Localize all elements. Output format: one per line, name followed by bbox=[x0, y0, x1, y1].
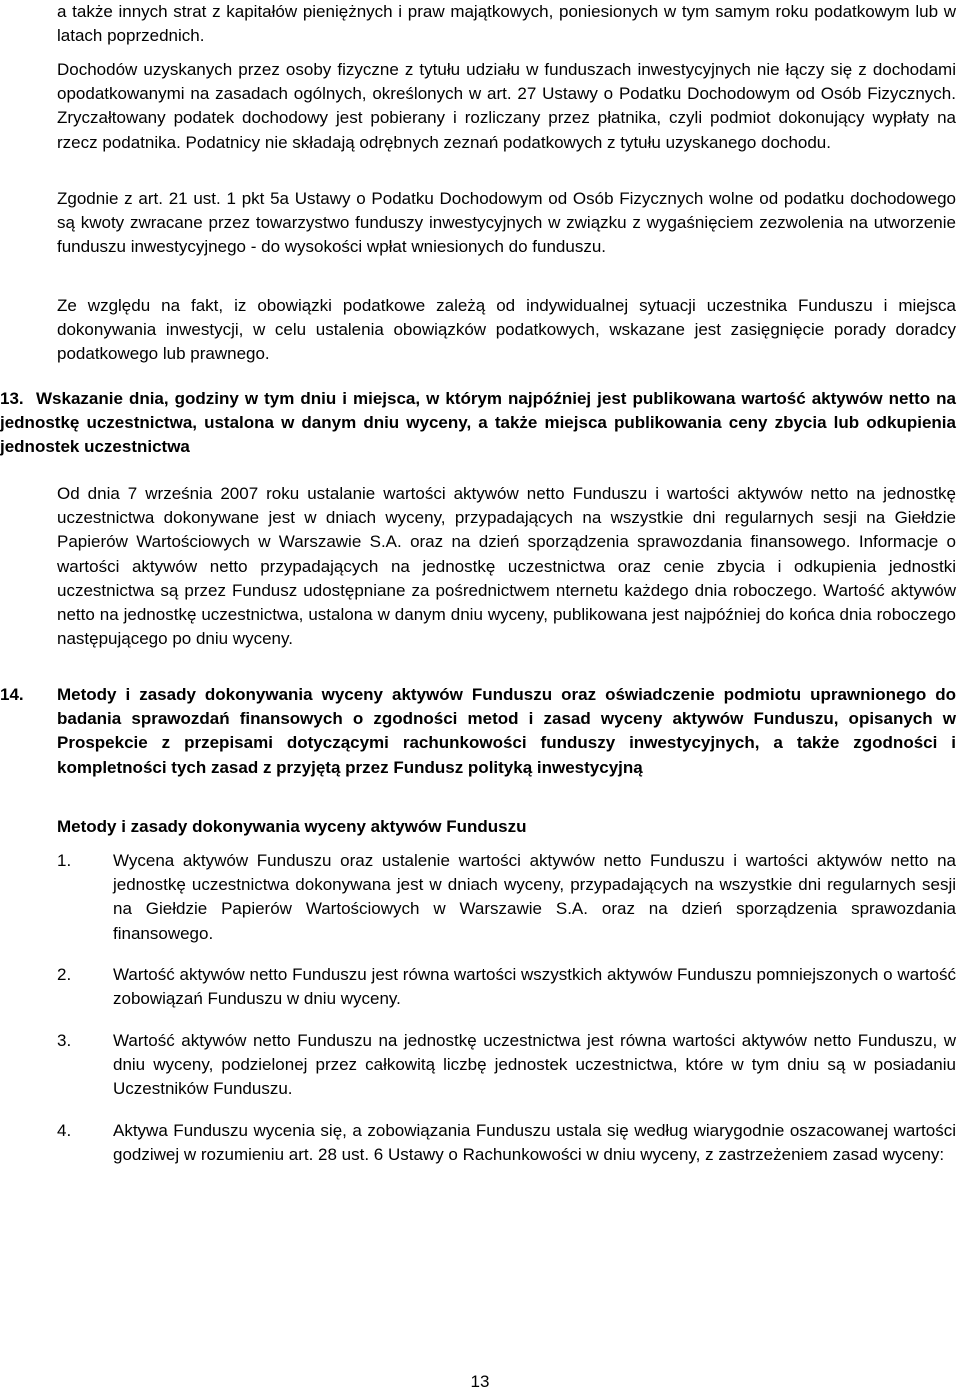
section-14-subheading: Metody i zasady dokonywania wyceny aktywów Funduszu bbox=[57, 817, 527, 836]
valuation-list-item-1 bbox=[57, 849, 956, 947]
list-item-number: 3. bbox=[57, 1031, 72, 1050]
valuation-list-item-4 bbox=[57, 1119, 956, 1193]
section-14-number: 14. bbox=[0, 685, 24, 704]
section-14-heading: Metody i zasady dokonywania wyceny aktywów Funduszu oraz oświadczenie podmiotu uprawnionego do badania sprawozdań finansowych o zgodności metod i zasad wyceny aktywów Funduszu, opisanych w Prospekcie z przepisami dotyczącymi rachunkowości funduszy inwestycyjnych, a także zgodności i kompletności tych zasad z przyjętą przez Fundusz polityką inwestycyjną bbox=[57, 685, 956, 777]
list-item-text: Wycena aktywów Funduszu oraz ustalenie wartości aktywów netto Funduszu i wartości aktywów netto na jednostkę uczestnictwa dokonywana jest w dniach wyceny, przypadających na wszystkie dni regularnych sesji na Giełdzie Papierów Wartościowych w Warszawie S.A. oraz na dzień sporządzenia sprawozdania finansowego. bbox=[113, 851, 956, 943]
list-item-number: 1. bbox=[57, 851, 72, 870]
list-item-number: 2. bbox=[57, 965, 72, 984]
intro-paragraph-3: Zgodnie z art. 21 ust. 1 pkt 5a Ustawy o Podatku Dochodowym od Osób Fizycznych wolne od podatku dochodowego są kwoty zwracane przez towarzystwo funduszy inwestycyjnych w związku z wygaśnięciem zezwolenia na utworzenie funduszu inwestycyjnego - do wysokości wpłat wniesionych do funduszu. bbox=[57, 189, 956, 257]
intro-paragraph-4: Ze względu na fakt, iz obowiązki podatkowe zależą od indywidualnej sytuacji uczestnika Funduszu i miejsca dokonywania inwestycji, w celu ustalenia obowiązków podatkowych, wskazane jest zasięgnięcie porady doradcy podatkowego lub prawnego. bbox=[57, 296, 956, 364]
section-13-number: 13. bbox=[0, 389, 24, 408]
section-13-heading: Wskazanie dnia, godziny w tym dniu i miejsca, w którym najpóźniej jest publikowana wartość aktywów netto na jednostkę uczestnictwa, ustalona w danym dniu wyceny, a także miejsca publikowania ceny zbycia lub odkupienia jednostek uczestnictwa bbox=[0, 389, 956, 457]
intro-paragraph-1: a także innych strat z kapitałów pieniężnych i praw majątkowych, poniesionych w tym samym roku podatkowym lub w latach poprzednich. bbox=[57, 2, 956, 46]
list-item-text: Wartość aktywów netto Funduszu jest równa wartości wszystkich aktywów Funduszu pomniejszonych o wartość zobowiązań Funduszu w dniu wyceny. bbox=[113, 965, 956, 1009]
list-item-text: Wartość aktywów netto Funduszu na jednostkę uczestnictwa jest równa wartości aktywów netto Funduszu, w dniu wyceny, podzielonej przez całkowitą liczbę jednostek uczestnictwa, które w tym dniu są w posiadaniu Uczestników Funduszu. bbox=[113, 1031, 956, 1099]
list-item-number: 4. bbox=[57, 1121, 72, 1140]
page-number: 13 bbox=[470, 1372, 490, 1391]
list-item-text: Aktywa Funduszu wycenia się, a zobowiązania Funduszu ustala się według wiarygodnie oszacowanej wartości godziwej w rozumieniu art. 28 ust. 6 Ustawy o Rachunkowości w dniu wyceny, z zastrzeżeniem zasad wyceny: bbox=[113, 1121, 956, 1165]
intro-paragraph-2: Dochodów uzyskanych przez osoby fizyczne z tytułu udziału w funduszach inwestycyjnych nie łączy się z dochodami opodatkowanymi na zasadach ogólnych, określonych w art. 27 Ustawy o Podatku Dochodowym od Osób Fizycznych. Zryczałtowany podatek dochodowy jest pobierany i rozliczany przez płatnika, czyli podmiot dokonujący wypłaty na rzecz podatnika. Podatnicy nie składają odrębnych zeznań podatkowych z tytułu uzyskanego dochodu. bbox=[57, 60, 956, 152]
valuation-list-item-2 bbox=[57, 963, 956, 1013]
section-13-body: Od dnia 7 września 2007 roku ustalanie wartości aktywów netto Funduszu i wartości aktywów netto na jednostkę uczestnictwa dokonywane jest w dniach wyceny, przypadających na wszystkie dni regularnych sesji na Giełdzie Papierów Wartościowych w Warszawie S.A. oraz na dzień sporządzenia sprawozdania finansowego. Informacje o wartości aktywów netto przypadających na jednostkę uczestnictwa oraz cenie zbycia i odkupienia jednostki uczestnictwa są przez Fundusz udostępniane za pośrednictwem nternetu każdego dnia roboczego. Wartość aktywów netto na jednostkę uczestnictwa, ustalona w danym dniu wyceny, publikowana jest najpóźniej do końca dnia roboczego następującego po dniu wyceny. bbox=[57, 484, 956, 649]
valuation-list-item-3 bbox=[57, 1029, 956, 1103]
